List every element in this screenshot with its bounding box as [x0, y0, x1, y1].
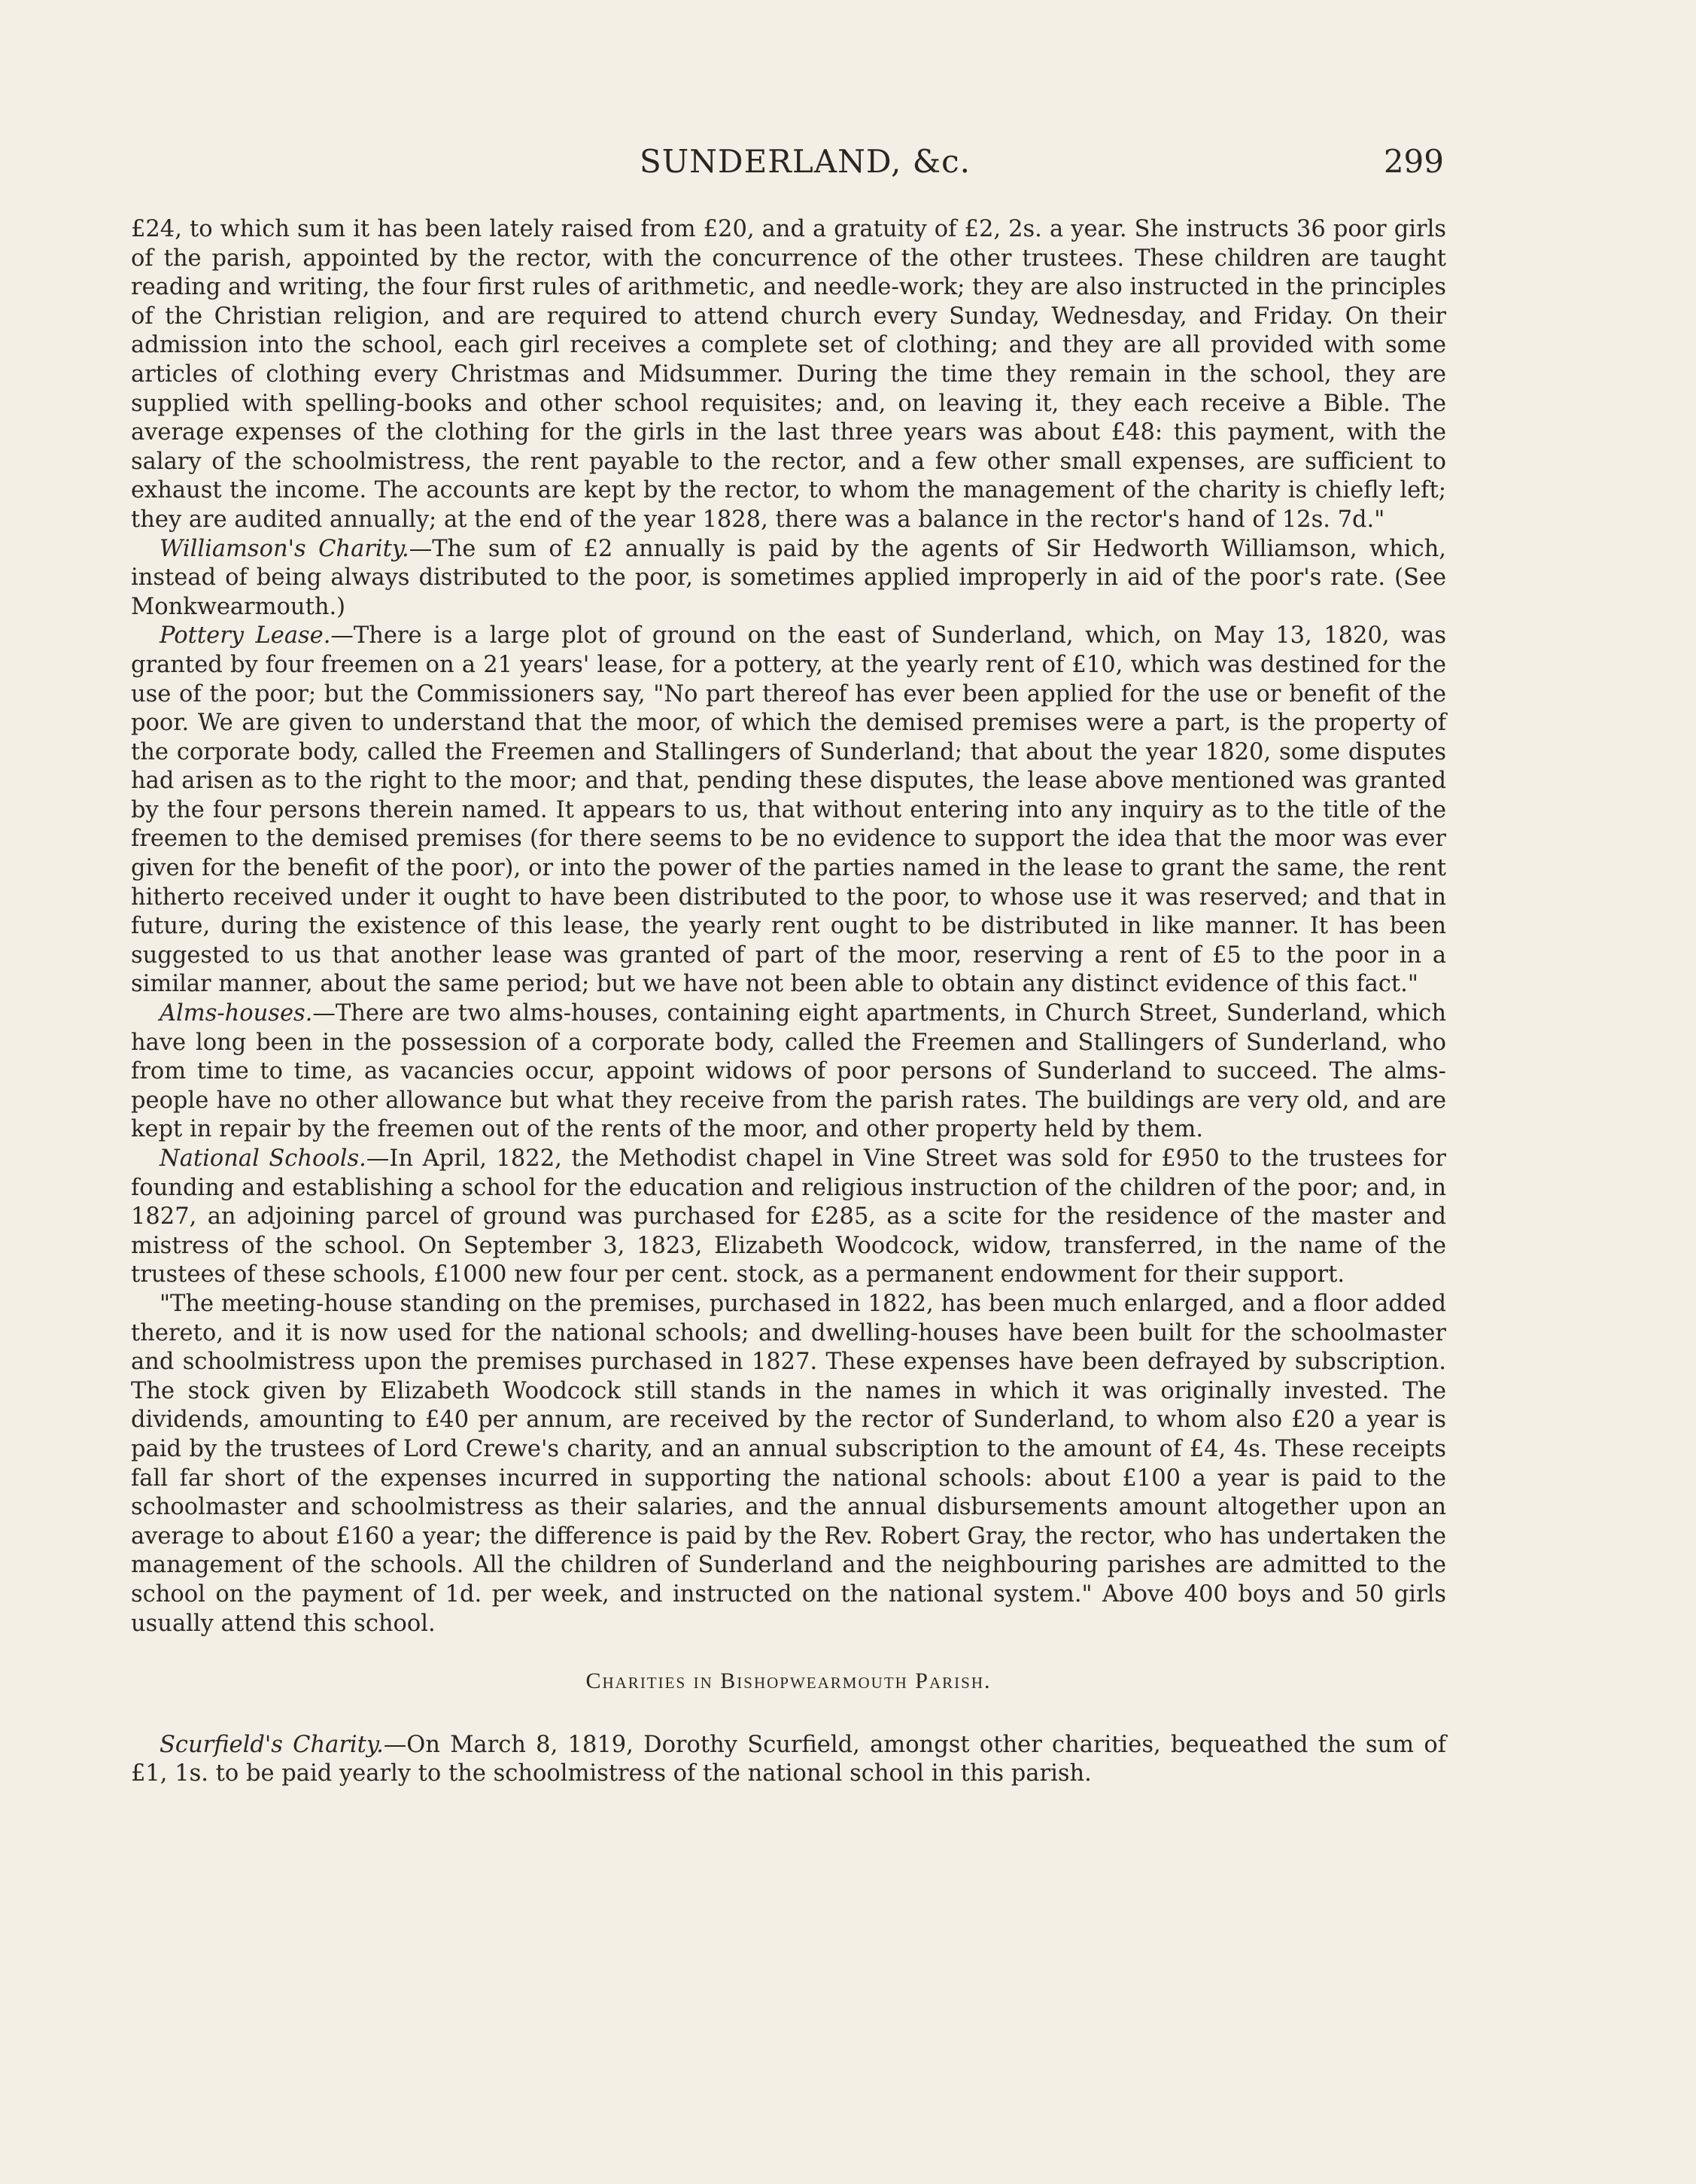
section-heading: Charities in Bishopwearmouth Parish.: [585, 1668, 992, 1694]
paragraph-pottery-lease: [131, 622, 1446, 999]
paragraph-text: £24, to which sum it has been lately raised from £20, and a gratuity of £2, 2s. a year. She instructs 36 poor girls of the parish, appointed by the rector, with the concurrence of the other trustees. These children are taught reading and writing, the four first rules of arithmetic, and needle-work; they are also instructed in the principles of the Christian religion, and are required to attend church every Sunday, Wednesday, and Friday. On their admission into the school, each girl receives a complete set of clothing; and they are all provided with some articles of clothing every Christmas and Midsummer. During the time they remain in the school, they are supplied with spelling-books and other school requisites; and, on leaving it, they each receive a Bible. The average expenses of the clothing for the girls in the last three years was about £48: this payment, with the salary of the schoolmistress, the rent payable to the rector, and a few other small expenses, are sufficient to exhaust the income. The accounts are kept by the rector, to whom the management of the charity is chiefly left; they are audited annually; at the end of the year 1828, there was a balance in the rector's hand of 12s. 7d.": [131, 216, 1446, 533]
paragraph-title: Scurfield's Charity.: [160, 1731, 384, 1758]
paragraph-scurfield-charity: [131, 1731, 1446, 1789]
paragraph-title: National Schools.: [160, 1145, 366, 1172]
page-number: 299: [1383, 143, 1444, 180]
paragraph-text: —The sum of £2 annually is paid by the agents of Sir Hedworth Williamson, which, instead of being always distributed to the poor, is sometimes applied improperly in aid of the poor's rate. (See Monkwearmouth.): [131, 535, 1446, 620]
page-header: [0, 143, 1696, 188]
running-title: SUNDERLAND, &c.: [640, 143, 971, 180]
paragraph-text: —On March 8, 1819, Dorothy Scurfield, amongst other charities, bequeathed the sum of £1, 1s. to be paid yearly to the schoolmistress of the national school in this parish.: [131, 1731, 1446, 1787]
paragraph-continuation: [131, 215, 1446, 535]
paragraph-national-schools: [131, 1145, 1446, 1290]
paragraph-text: —There is a large plot of ground on the east of Sunderland, which, on May 13, 1820, was granted by four freemen on a 21 years' lease, for a pottery, at the yearly rent of £10, which was destined for the use of the poor; but the Commissioners say, "No part thereof has ever been applied for the use or benefit of the poor. We are given to understand that the moor, of which the demised premises were a part, is the property of the corporate body, called the Freemen and Stallingers of Sunderland; that about the year 1820, some disputes had arisen as to the right to the moor; and that, pending these disputes, the lease above mentioned was granted by the four persons therein named. It appears to us, that without entering into any inquiry as to the title of the freemen to the demised premises (for there seems to be no evidence to support the idea that the moor was ever given for the benefit of the poor), or into the power of the parties named in the lease to grant the same, the rent hitherto received under it ought to have been distributed to the poor, to whose use it was reserved; and that in future, during the existence of this lease, the yearly rent ought to be distributed in like manner. It has been suggested to us that another lease was granted of part of the moor, reserving a rent of £5 to the poor in a similar manner, about the same period; but we have not been able to obtain any distinct evidence of this fact.": [131, 622, 1446, 998]
paragraph-title: Williamson's Charity.: [160, 535, 409, 562]
paragraph-williamson-charity: [131, 535, 1446, 622]
page-body: [131, 215, 1446, 1789]
paragraph-text: —There are two alms-houses, containing eight apartments, in Church Street, Sunderland, which have long been in the possession of a corporate body, called the Freemen and Stallingers of Sunderland, who from time to time, as vacancies occur, appoint widows of poor persons of Sunderland to succeed. The alms-people have no other allowance but what they receive from the parish rates. The buildings are very old, and are kept in repair by the freemen out of the rents of the moor, and other property held by them.: [131, 1000, 1446, 1143]
paragraph-text: —In April, 1822, the Methodist chapel in Vine Street was sold for £950 to the trustees for founding and establishing a school for the education and religious instruction of the children of the poor; and, in 1827, an adjoining parcel of ground was purchased for £285, as a scite for the residence of the master and mistress of the school. On September 3, 1823, Elizabeth Woodcock, widow, transferred, in the name of the trustees of these schools, £1000 new four per cent. stock, as a permanent endowment for their support.: [131, 1145, 1446, 1288]
paragraph-alms-houses: [131, 999, 1446, 1145]
paragraph-title: Pottery Lease.: [160, 622, 331, 649]
paragraph-title: Alms-houses.: [160, 1000, 313, 1027]
paragraph-text: "The meeting-house standing on the premises, purchased in 1822, has been much enlarged, and a floor added thereto, and it is now used for the national schools; and dwelling-houses have been built for the schoolmaster and schoolmistress upon the premises purchased in 1827. These expenses have been defrayed by subscription. The stock given by Elizabeth Woodcock still stands in the names in which it was originally invested. The dividends, amounting to £40 per annum, are received by the rector of Sunderland, to whom also £20 a year is paid by the trustees of Lord Crewe's charity, and an annual subscription to the amount of £4, 4s. These receipts fall far short of the expenses incurred in supporting the national schools: about £100 a year is paid to the schoolmaster and schoolmistress as their salaries, and the annual disbursements amount altogether upon an average to about £160 a year; the difference is paid by the Rev. Robert Gray, the rector, who has undertaken the management of the schools. All the children of Sunderland and the neighbouring parishes are admitted to the school on the payment of 1d. per week, and instructed on the national system." Above 400 boys and 50 girls usually attend this school.: [131, 1290, 1446, 1637]
paragraph-meeting-house: [131, 1290, 1446, 1638]
